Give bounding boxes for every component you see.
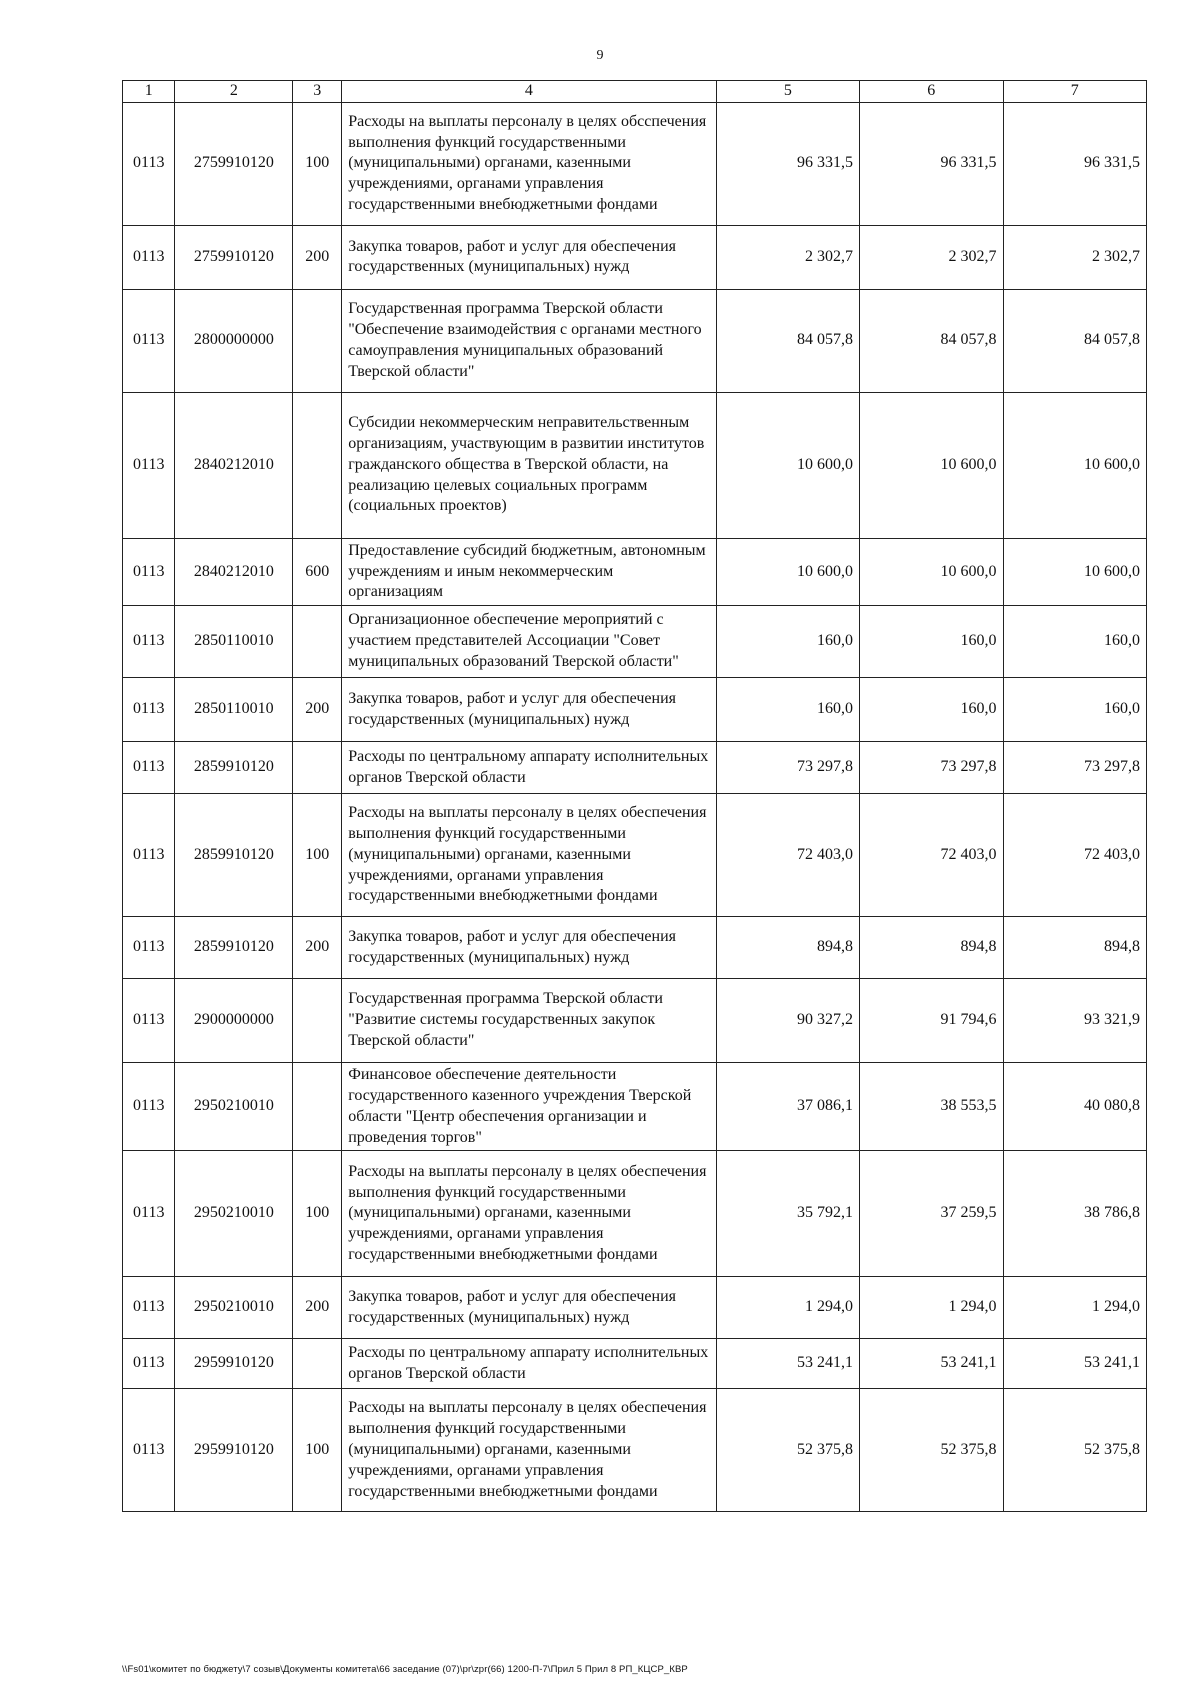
- amount-col-6-cell: 10 600,0: [860, 538, 1003, 605]
- amount-col-5-cell: 96 331,5: [716, 102, 859, 225]
- section-code-cell: 0113: [123, 102, 175, 225]
- table-row: [123, 1151, 1147, 1277]
- amount-col-7-cell: 73 297,8: [1003, 742, 1147, 794]
- target-article-cell: 2859910120: [175, 917, 293, 979]
- expense-type-cell: [293, 606, 342, 678]
- description-cell: Расходы на выплаты персоналу в целях обеспечения выполнения функций государственными (муниципальными) органами, казенными учреждениями, органами управления государственными внебюджетными фондами: [342, 794, 716, 917]
- target-article-cell: 2840212010: [175, 392, 293, 538]
- description-cell: Расходы по центральному аппарату исполнительных органов Тверской области: [342, 742, 716, 794]
- amount-col-7-cell: 93 321,9: [1003, 979, 1147, 1063]
- amount-col-6-cell: 73 297,8: [860, 742, 1003, 794]
- amount-col-6-cell: 1 294,0: [860, 1277, 1003, 1339]
- description-cell: Финансовое обеспечение деятельности государственного казенного учреждения Тверской области "Центр обеспечения организации и проведения торгов": [342, 1063, 716, 1151]
- expense-type-cell: 200: [293, 678, 342, 742]
- table-row: [123, 606, 1147, 678]
- description-cell: Расходы по центральному аппарату исполнительных органов Тверской области: [342, 1339, 716, 1389]
- target-article-cell: 2950210010: [175, 1063, 293, 1151]
- table-row: [123, 979, 1147, 1063]
- header-col-7: 7: [1003, 81, 1147, 103]
- section-code-cell: 0113: [123, 917, 175, 979]
- table-row: [123, 678, 1147, 742]
- amount-col-5-cell: 2 302,7: [716, 225, 859, 289]
- section-code-cell: 0113: [123, 606, 175, 678]
- table-row: [123, 1389, 1147, 1512]
- section-code-cell: 0113: [123, 392, 175, 538]
- footer-file-path: \\Fs01\комитет по бюджету\7 созыв\Документы комитета\66 заседание (07)\pr\zpr(66) 1200-П-7\Прил 5 Прил 8 РП_КЦСР_КВР: [122, 1664, 688, 1675]
- amount-col-7-cell: 84 057,8: [1003, 289, 1147, 392]
- amount-col-7-cell: 10 600,0: [1003, 538, 1147, 605]
- section-code-cell: 0113: [123, 1277, 175, 1339]
- target-article-cell: 2859910120: [175, 794, 293, 917]
- description-cell: Закупка товаров, работ и услуг для обеспечения государственных (муниципальных) нужд: [342, 917, 716, 979]
- table-row: [123, 538, 1147, 605]
- amount-col-7-cell: 38 786,8: [1003, 1151, 1147, 1277]
- amount-col-6-cell: 52 375,8: [860, 1389, 1003, 1512]
- amount-col-7-cell: 1 294,0: [1003, 1277, 1147, 1339]
- expense-type-cell: [293, 1063, 342, 1151]
- table-row: [123, 742, 1147, 794]
- table-row: [123, 1277, 1147, 1339]
- amount-col-5-cell: 37 086,1: [716, 1063, 859, 1151]
- amount-col-5-cell: 72 403,0: [716, 794, 859, 917]
- amount-col-5-cell: 894,8: [716, 917, 859, 979]
- amount-col-6-cell: 72 403,0: [860, 794, 1003, 917]
- amount-col-5-cell: 10 600,0: [716, 392, 859, 538]
- header-row: [123, 81, 1147, 103]
- amount-col-5-cell: 84 057,8: [716, 289, 859, 392]
- table-row: [123, 1063, 1147, 1151]
- expense-type-cell: 100: [293, 102, 342, 225]
- amount-col-6-cell: 894,8: [860, 917, 1003, 979]
- amount-col-5-cell: 160,0: [716, 678, 859, 742]
- description-cell: Государственная программа Тверской области "Развитие системы государственных закупок Тверской области": [342, 979, 716, 1063]
- expense-type-cell: 100: [293, 1151, 342, 1277]
- expense-type-cell: 200: [293, 1277, 342, 1339]
- expense-type-cell: 200: [293, 917, 342, 979]
- section-code-cell: 0113: [123, 289, 175, 392]
- header-col-1: 1: [123, 81, 175, 103]
- amount-col-6-cell: 10 600,0: [860, 392, 1003, 538]
- amount-col-6-cell: 160,0: [860, 606, 1003, 678]
- table-header: [123, 81, 1147, 103]
- section-code-cell: 0113: [123, 1389, 175, 1512]
- section-code-cell: 0113: [123, 225, 175, 289]
- description-cell: Закупка товаров, работ и услуг для обеспечения государственных (муниципальных) нужд: [342, 1277, 716, 1339]
- amount-col-6-cell: 38 553,5: [860, 1063, 1003, 1151]
- section-code-cell: 0113: [123, 538, 175, 605]
- table-row: [123, 392, 1147, 538]
- amount-col-6-cell: 96 331,5: [860, 102, 1003, 225]
- amount-col-7-cell: 72 403,0: [1003, 794, 1147, 917]
- expense-type-cell: 600: [293, 538, 342, 605]
- table-row: [123, 225, 1147, 289]
- amount-col-5-cell: 10 600,0: [716, 538, 859, 605]
- description-cell: Закупка товаров, работ и услуг для обеспечения государственных (муниципальных) нужд: [342, 225, 716, 289]
- section-code-cell: 0113: [123, 794, 175, 917]
- header-col-3: 3: [293, 81, 342, 103]
- budget-table: [122, 80, 1147, 1512]
- header-col-5: 5: [716, 81, 859, 103]
- target-article-cell: 2950210010: [175, 1151, 293, 1277]
- amount-col-5-cell: 35 792,1: [716, 1151, 859, 1277]
- expense-type-cell: 100: [293, 1389, 342, 1512]
- table-row: [123, 289, 1147, 392]
- target-article-cell: 2850110010: [175, 678, 293, 742]
- amount-col-7-cell: 96 331,5: [1003, 102, 1147, 225]
- amount-col-5-cell: 52 375,8: [716, 1389, 859, 1512]
- table-row: [123, 794, 1147, 917]
- page-number: 9: [596, 48, 604, 63]
- amount-col-5-cell: 1 294,0: [716, 1277, 859, 1339]
- amount-col-7-cell: 52 375,8: [1003, 1389, 1147, 1512]
- amount-col-5-cell: 90 327,2: [716, 979, 859, 1063]
- target-article-cell: 2959910120: [175, 1339, 293, 1389]
- section-code-cell: 0113: [123, 742, 175, 794]
- expense-type-cell: [293, 1339, 342, 1389]
- expense-type-cell: [293, 979, 342, 1063]
- section-code-cell: 0113: [123, 1339, 175, 1389]
- section-code-cell: 0113: [123, 1063, 175, 1151]
- target-article-cell: 2959910120: [175, 1389, 293, 1512]
- amount-col-5-cell: 73 297,8: [716, 742, 859, 794]
- header-col-6: 6: [860, 81, 1003, 103]
- amount-col-6-cell: 53 241,1: [860, 1339, 1003, 1389]
- expense-type-cell: 100: [293, 794, 342, 917]
- table-row: [123, 1339, 1147, 1389]
- target-article-cell: 2759910120: [175, 102, 293, 225]
- description-cell: Закупка товаров, работ и услуг для обеспечения государственных (муниципальных) нужд: [342, 678, 716, 742]
- description-cell: Расходы на выплаты персоналу в целях обсспечения выполнения функций государственными (муниципальными) органами, казенными учреждениями, органами управления государственными внебюджетными фондами: [342, 102, 716, 225]
- amount-col-6-cell: 160,0: [860, 678, 1003, 742]
- target-article-cell: 2840212010: [175, 538, 293, 605]
- description-cell: Субсидии некоммерческим неправительственным организациям, участвующим в развитии институтов гражданского общества в Тверской области, на реализацию целевых социальных программ (социальных проектов): [342, 392, 716, 538]
- amount-col-7-cell: 10 600,0: [1003, 392, 1147, 538]
- target-article-cell: 2859910120: [175, 742, 293, 794]
- expense-type-cell: [293, 392, 342, 538]
- description-cell: Расходы на выплаты персоналу в целях обеспечения выполнения функций государственными (муниципальными) органами, казенными учреждениями, органами управления государственными внебюджетными фондами: [342, 1151, 716, 1277]
- expense-type-cell: 200: [293, 225, 342, 289]
- description-cell: Предоставление субсидий бюджетным, автономным учреждениям и иным некоммерческим организациям: [342, 538, 716, 605]
- table-row: [123, 102, 1147, 225]
- table-body: [123, 102, 1147, 1512]
- amount-col-5-cell: 53 241,1: [716, 1339, 859, 1389]
- description-cell: Государственная программа Тверской области "Обеспечение взаимодействия с органами местного самоуправления муниципальных образований Тверской области": [342, 289, 716, 392]
- amount-col-7-cell: 894,8: [1003, 917, 1147, 979]
- amount-col-5-cell: 160,0: [716, 606, 859, 678]
- amount-col-7-cell: 2 302,7: [1003, 225, 1147, 289]
- section-code-cell: 0113: [123, 979, 175, 1063]
- amount-col-7-cell: 160,0: [1003, 606, 1147, 678]
- description-cell: Организационное обеспечение мероприятий с участием представителей Ассоциации "Совет муниципальных образований Тверской области": [342, 606, 716, 678]
- target-article-cell: 2950210010: [175, 1277, 293, 1339]
- expense-type-cell: [293, 742, 342, 794]
- description-cell: Расходы на выплаты персоналу в целях обеспечения выполнения функций государственными (муниципальными) органами, казенными учреждениями, органами управления государственными внебюджетными фондами: [342, 1389, 716, 1512]
- expense-type-cell: [293, 289, 342, 392]
- amount-col-7-cell: 53 241,1: [1003, 1339, 1147, 1389]
- amount-col-6-cell: 84 057,8: [860, 289, 1003, 392]
- target-article-cell: 2759910120: [175, 225, 293, 289]
- header-col-2: 2: [175, 81, 293, 103]
- target-article-cell: 2850110010: [175, 606, 293, 678]
- target-article-cell: 2900000000: [175, 979, 293, 1063]
- amount-col-6-cell: 2 302,7: [860, 225, 1003, 289]
- header-col-4: 4: [342, 81, 716, 103]
- amount-col-7-cell: 160,0: [1003, 678, 1147, 742]
- target-article-cell: 2800000000: [175, 289, 293, 392]
- amount-col-6-cell: 37 259,5: [860, 1151, 1003, 1277]
- section-code-cell: 0113: [123, 1151, 175, 1277]
- amount-col-7-cell: 40 080,8: [1003, 1063, 1147, 1151]
- section-code-cell: 0113: [123, 678, 175, 742]
- amount-col-6-cell: 91 794,6: [860, 979, 1003, 1063]
- table-row: [123, 917, 1147, 979]
